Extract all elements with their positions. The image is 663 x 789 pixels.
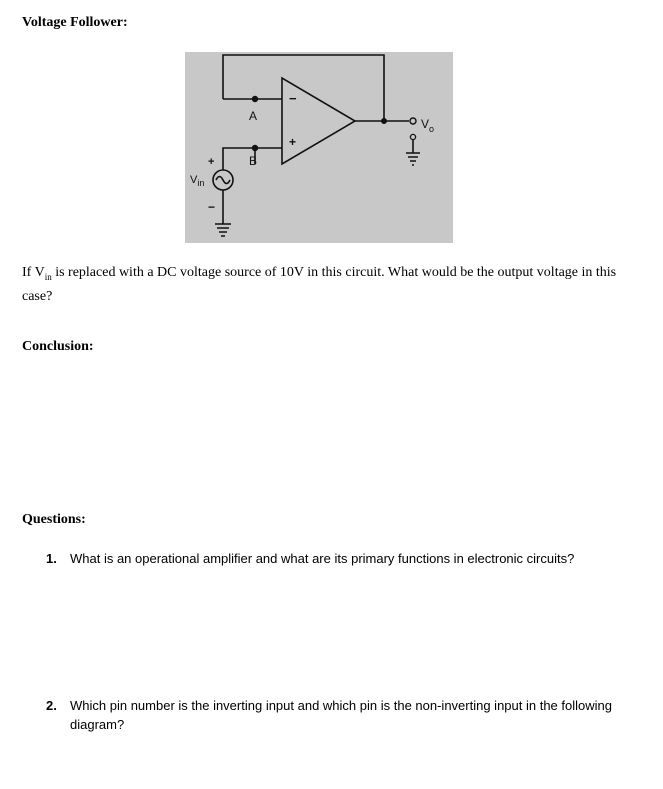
feedback-wire <box>223 55 384 121</box>
source-plus-sign: + <box>208 156 215 168</box>
question-subscript: in <box>44 271 52 282</box>
output-terminal-icon <box>410 118 416 124</box>
source-minus-sign: − <box>208 200 216 214</box>
output-ground-icon <box>406 153 420 165</box>
page-title: Voltage Follower: <box>22 15 128 30</box>
node-b-label: B <box>249 154 258 168</box>
source-voltage-label <box>190 174 204 188</box>
questions-heading: Questions: <box>22 512 86 527</box>
output-ground-terminal-icon <box>410 134 415 139</box>
output-voltage-symbol: V <box>421 117 430 131</box>
noninverting-input-sign: + <box>289 135 297 149</box>
question-number: 1. <box>46 551 57 566</box>
node-b-dot <box>252 145 258 151</box>
voltage-follower-circuit-diagram <box>185 52 453 243</box>
sine-wave-icon <box>216 177 230 184</box>
noninverting-input-wire <box>255 148 282 164</box>
node-a-dot <box>252 96 258 102</box>
node-a-label: A <box>249 109 258 123</box>
output-voltage-subscript: o <box>429 124 435 134</box>
source-voltage-symbol: V <box>190 174 198 186</box>
output-voltage-label <box>421 117 434 134</box>
conclusion-heading: Conclusion: <box>22 339 94 354</box>
circuit-question-paragraph <box>22 263 622 306</box>
question-text: Which pin number is the inverting input and which pin is the non-inverting input in the following diagram? <box>70 698 612 732</box>
source-voltage-subscript: in <box>197 178 205 188</box>
source-ground-icon <box>215 224 231 236</box>
inverting-input-sign: − <box>289 91 297 106</box>
question-text-start: If V <box>22 265 45 280</box>
question-text: What is an operational amplifier and what are its primary functions in electronic circuits? <box>70 551 575 566</box>
question-text-end: is replaced with a DC voltage source of 10V in this circuit. What would be the output voltage in this case? <box>22 265 617 304</box>
circuit-schematic <box>185 52 453 243</box>
question-number: 2. <box>46 698 57 713</box>
output-junction-dot <box>381 118 387 124</box>
